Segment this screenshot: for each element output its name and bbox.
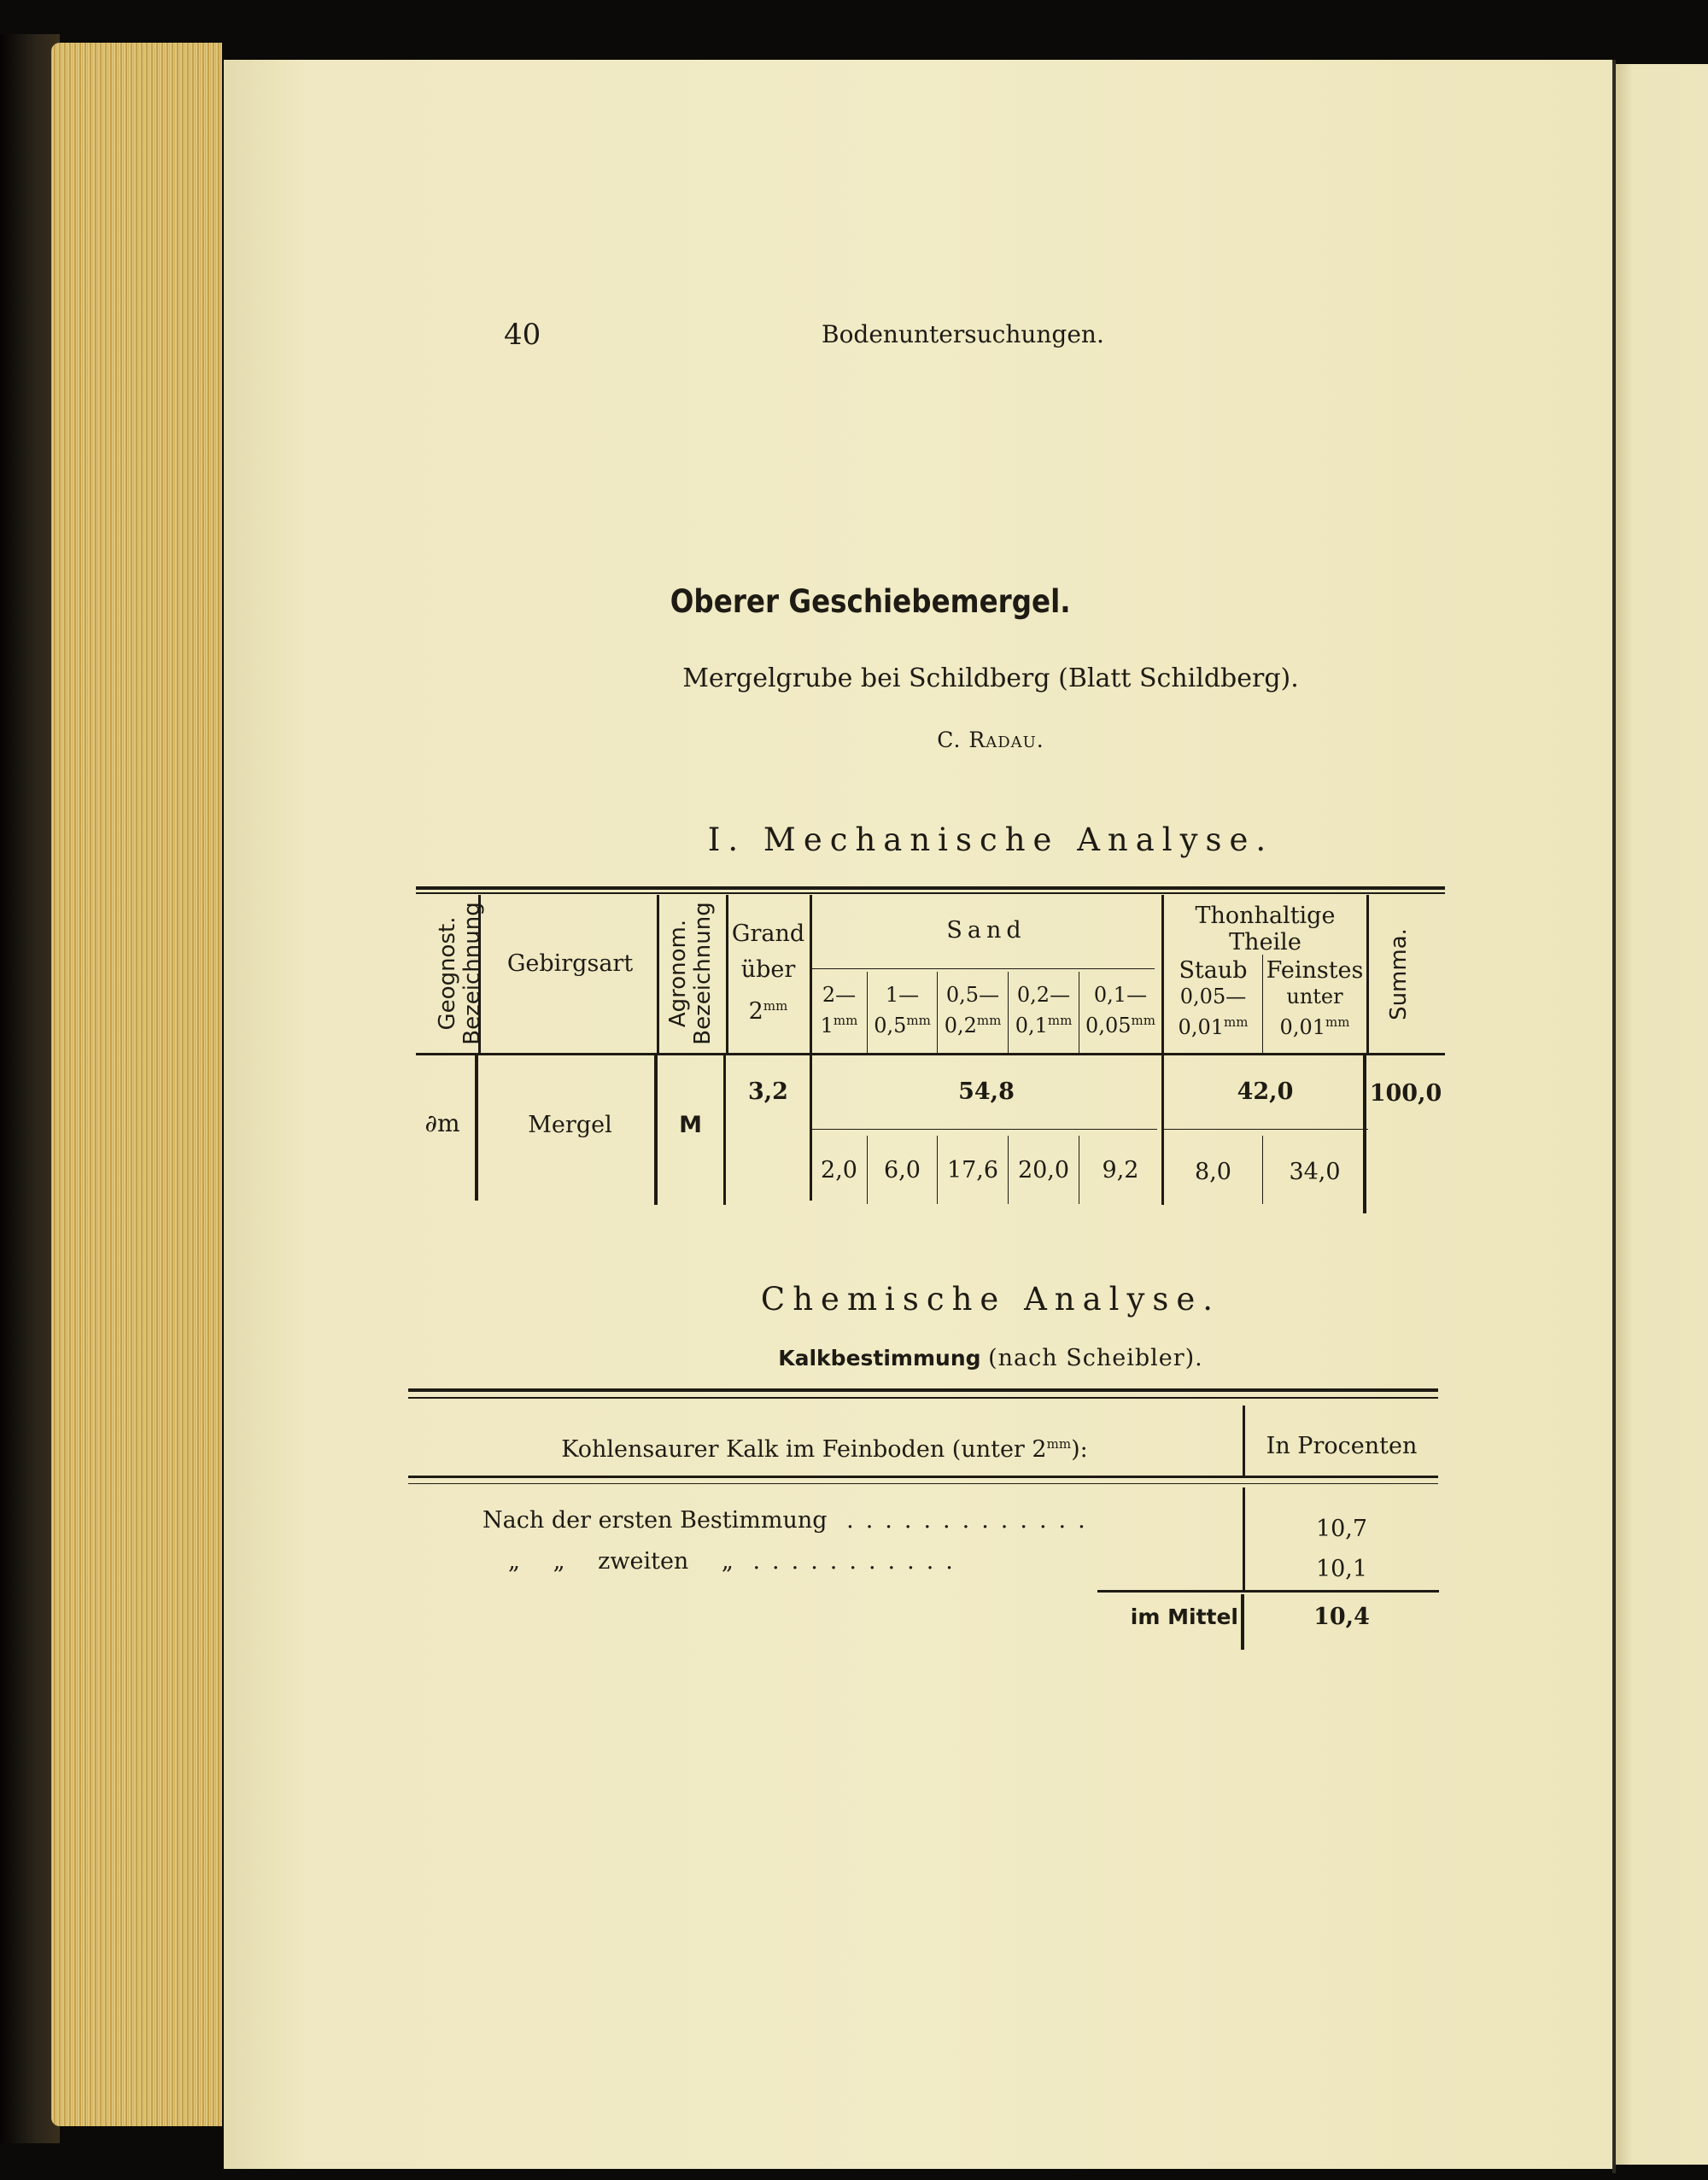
header-summa: Summa. xyxy=(1386,928,1412,1020)
sand-col-5: 0,1— $0,05^{mm}$ xyxy=(1085,983,1155,1037)
col-header-procent: In Procenten xyxy=(1266,1433,1418,1459)
gutter-shadow xyxy=(1612,60,1616,2173)
row-summa: 100,0 xyxy=(1369,1080,1442,1107)
header-sand: Sand xyxy=(946,917,1027,944)
header-staub: Staub 0,05— $0,01^{mm}$ xyxy=(1178,957,1249,1039)
header-thon: Thonhaltige Theile xyxy=(1195,903,1336,956)
facing-page xyxy=(1614,64,1708,2165)
row-sand-2: 6,0 xyxy=(884,1157,921,1184)
row-sand-total: 54,8 xyxy=(958,1078,1015,1105)
page-edges xyxy=(51,43,222,2126)
sand-col-3: 0,5— $0,2^{mm}$ xyxy=(944,983,1002,1037)
sand-col-1: 2— $1^{mm}$ xyxy=(820,983,858,1037)
row-thon-total: 42,0 xyxy=(1237,1078,1294,1105)
location-line: Mergelgrube bei Schildberg (Blatt Schildberg). xyxy=(682,663,1299,693)
sand-col-2: 1— $0,5^{mm}$ xyxy=(874,983,931,1037)
running-head: Bodenuntersuchungen. xyxy=(822,320,1104,348)
col-header-kalk: Kohlensaurer Kalk im Feinboden (unter $2^{mm}$): xyxy=(561,1436,1088,1463)
header-gebirgsart: Gebirgsart xyxy=(506,950,634,977)
header-feinstes: Feinstes unter $0,01^{mm}$ xyxy=(1266,957,1364,1039)
row-label-second: „ „ zweiten „ ........... xyxy=(508,1548,965,1575)
row-value-second: 10,1 xyxy=(1315,1556,1368,1582)
row-grand: 3,2 xyxy=(748,1078,788,1105)
row-gebirgsart: Mergel xyxy=(528,1112,612,1138)
row-agronom: M xyxy=(679,1112,702,1138)
header-geognost: Geognost. Bezeichnung xyxy=(435,902,485,1045)
row-value-first: 10,7 xyxy=(1315,1516,1368,1542)
kalkbestimmung-heading: Kalkbestimmung (nach Scheibler). xyxy=(778,1345,1203,1371)
mean-label: im Mittel xyxy=(1130,1604,1238,1629)
header-grand: Grand über $2^{mm}$ xyxy=(731,921,805,1025)
chemical-analysis-heading: Chemische Analyse. xyxy=(760,1281,1221,1318)
row-feinstes: 34,0 xyxy=(1289,1159,1341,1185)
sand-col-4: 0,2— $0,1^{mm}$ xyxy=(1015,983,1073,1037)
row-sand-3: 17,6 xyxy=(946,1157,999,1184)
row-geognost: ∂m xyxy=(424,1109,460,1137)
row-sand-5: 9,2 xyxy=(1102,1157,1139,1184)
mechanical-analysis-heading: I. Mechanische Analyse. xyxy=(707,821,1274,858)
author-line: C. Radau. xyxy=(937,728,1044,752)
row-label-first: Nach der ersten Bestimmung ............. xyxy=(483,1507,1097,1534)
page-title: Oberer Geschiebemergel. xyxy=(670,583,1071,620)
page-number: 40 xyxy=(504,318,541,352)
mean-value: 10,4 xyxy=(1313,1604,1370,1630)
row-sand-4: 20,0 xyxy=(1017,1157,1070,1184)
row-sand-1: 2,0 xyxy=(821,1157,857,1184)
row-staub: 8,0 xyxy=(1195,1159,1231,1185)
header-agronom: Agronom. Bezeichnung xyxy=(665,902,716,1045)
